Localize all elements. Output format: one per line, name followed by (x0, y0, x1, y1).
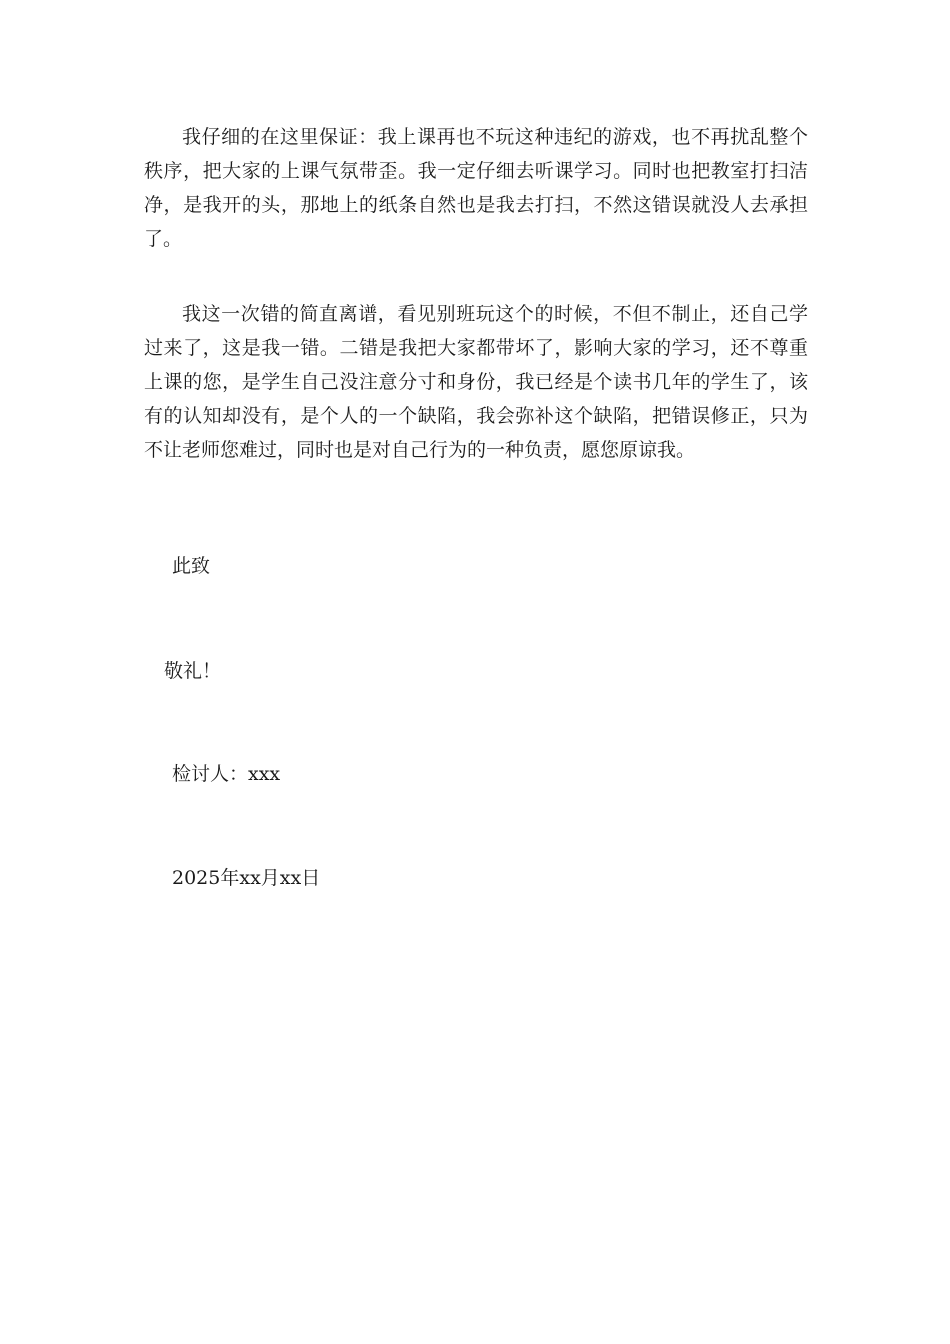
body-paragraph-1: 我仔细的在这里保证：我上课再也不玩这种违纪的游戏，也不再扰乱整个秩序，把大家的上课气氛带歪。我一定仔细去听课学习。同时也把教室打扫洁净，是我开的头，那地上的纸条自然也是我去打扫，不然这错误就没人去承担了。 (144, 126, 808, 250)
signer-line: 检讨人：xxx (172, 763, 281, 785)
salutation-line: 敬礼！ (164, 660, 222, 682)
body-paragraph-2: 我这一次错的简直离谱，看见别班玩这个的时候，不但不制止，还自己学过来了，这是我一错。二错是我把大家都带坏了，影响大家的学习，还不尊重上课的您，是学生自己没注意分寸和身份，我已经是个读书几年的学生了，该有的认知却没有，是个人的一个缺陷，我会弥补这个缺陷，把错误修正，只为不让老师您难过，同时也是对自己行为的一种负责，愿您原谅我。 (144, 303, 808, 461)
date-line: 2025年xx月xx日 (172, 867, 321, 889)
closing-line: 此致 (172, 555, 211, 577)
